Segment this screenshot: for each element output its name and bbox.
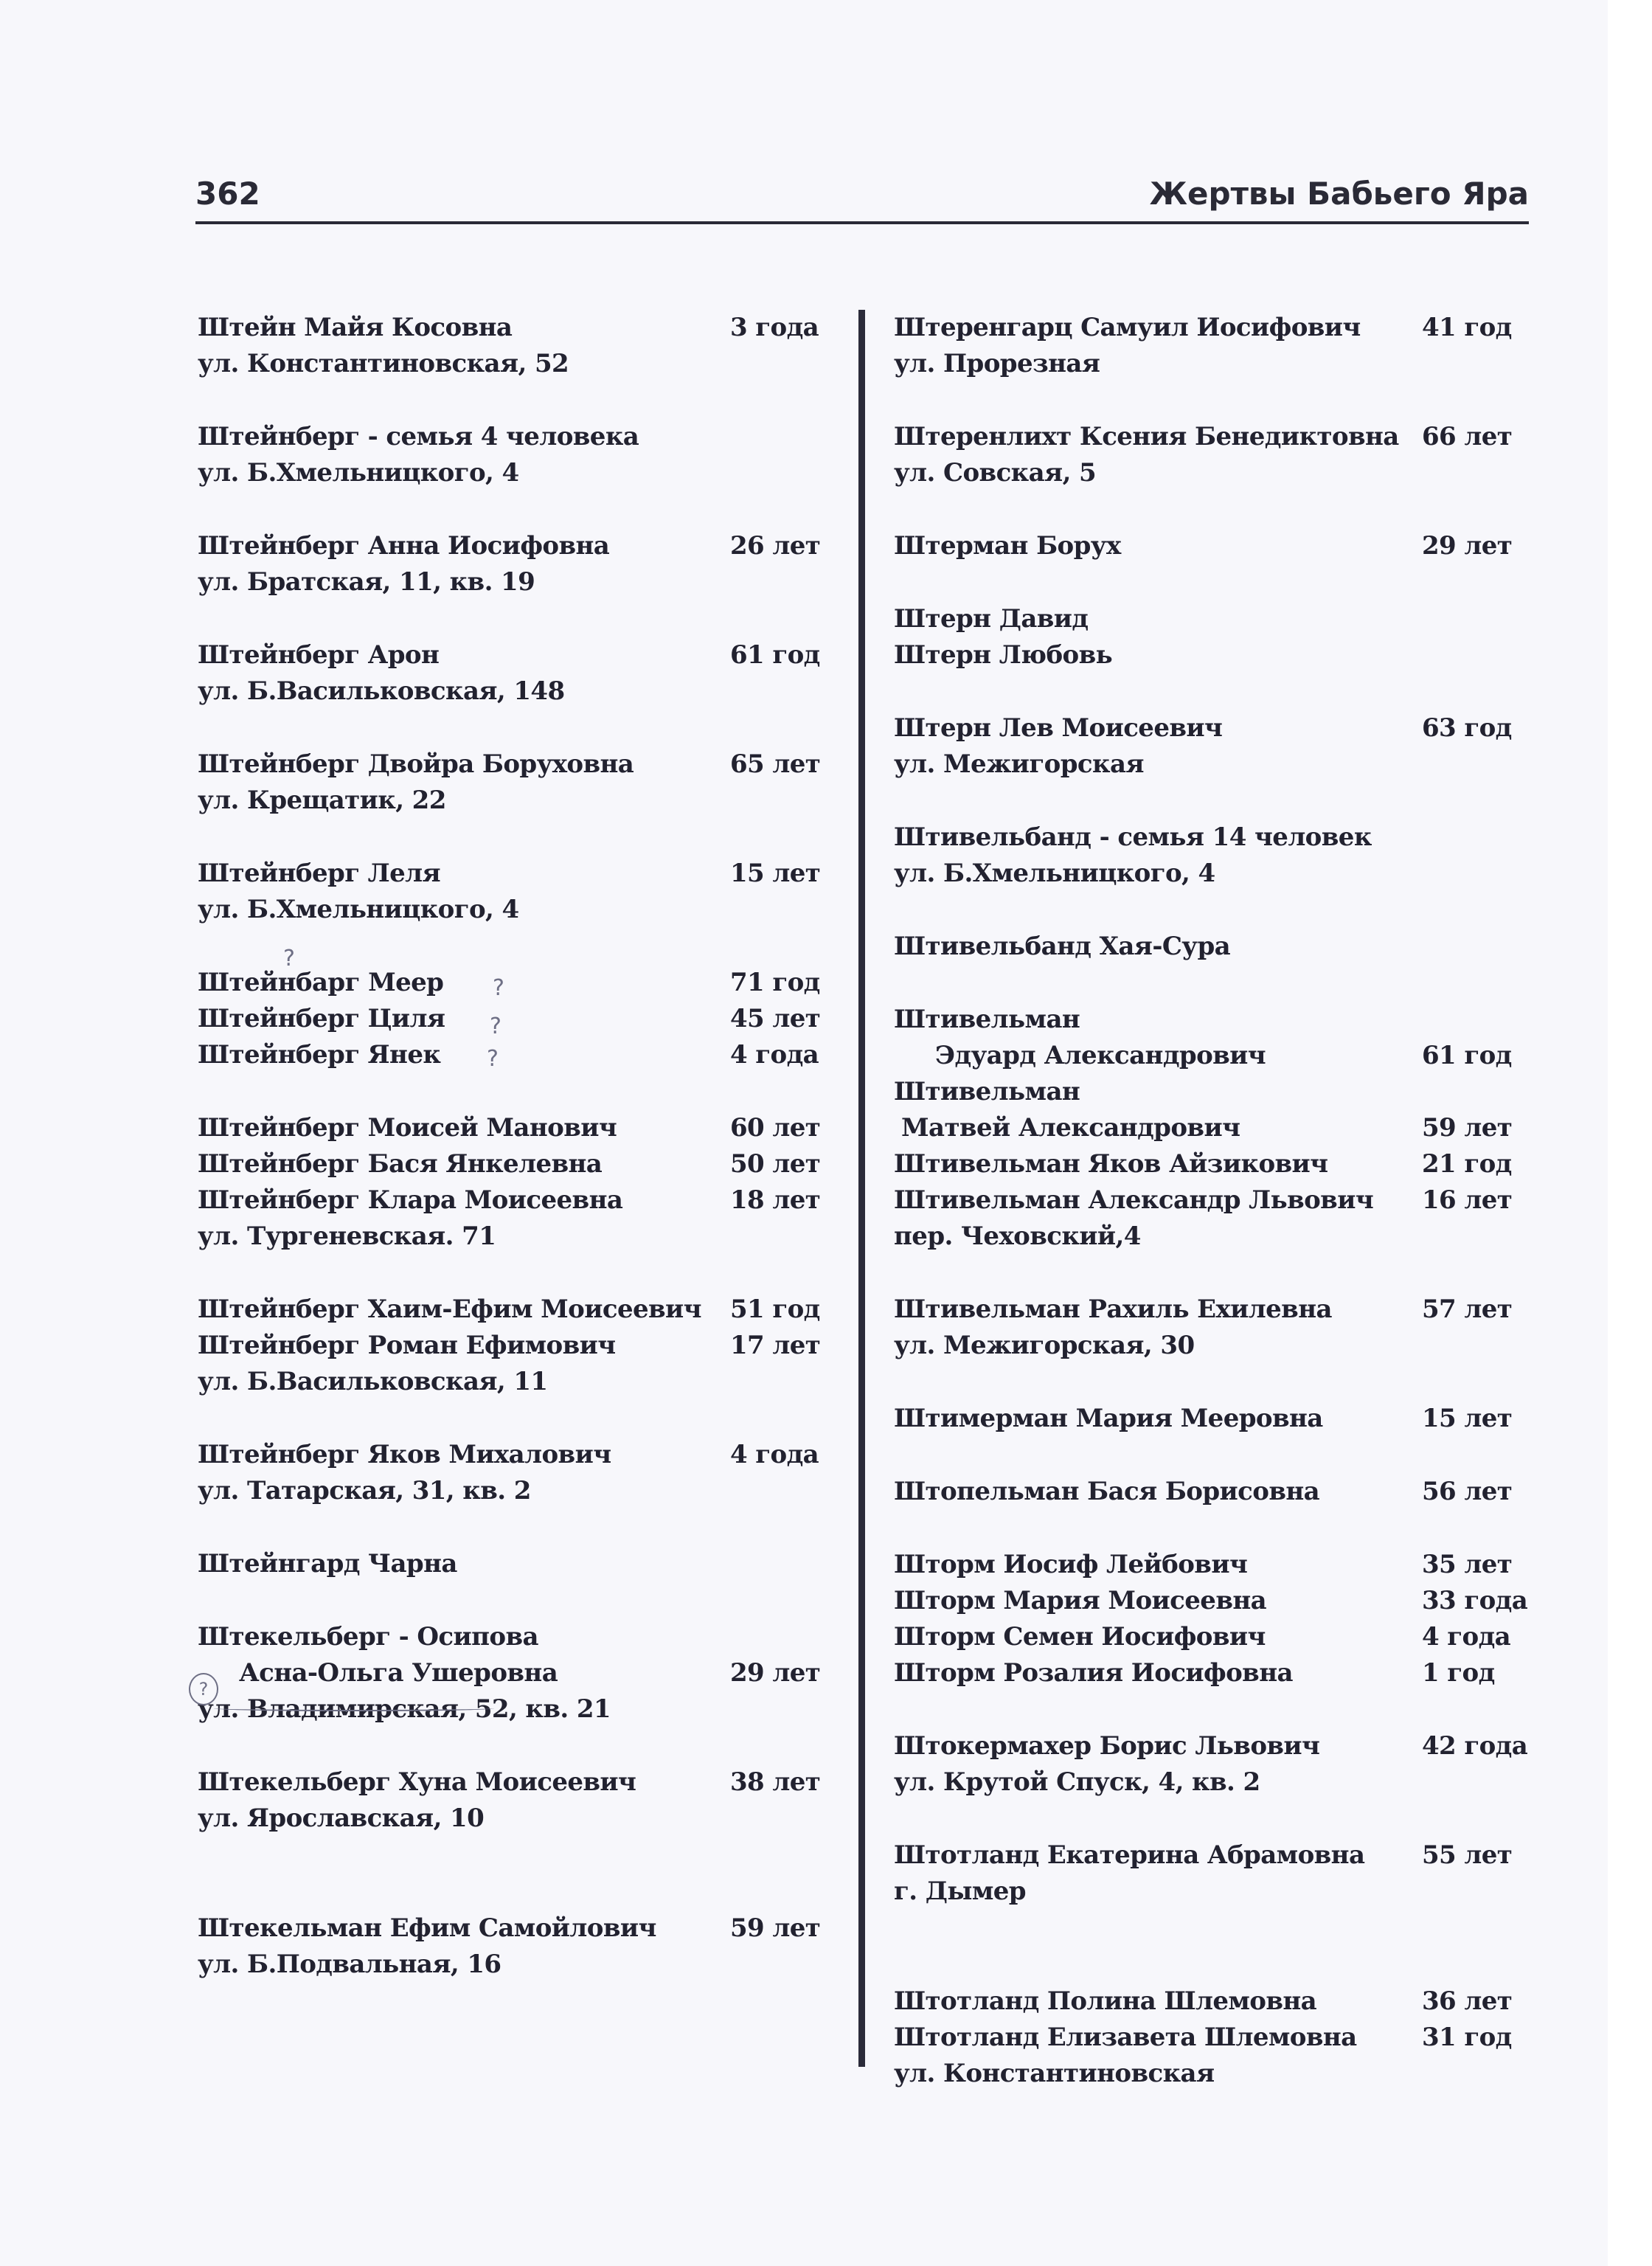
entry-age: 41 год bbox=[1422, 313, 1512, 342]
entry-line bbox=[894, 856, 1519, 892]
entry-text: Штивельман Яков Айзикович bbox=[894, 1149, 1328, 1179]
entry-gap bbox=[894, 1947, 1519, 1983]
entry-text: ул. Ярославская, 10 bbox=[198, 1804, 485, 1833]
entry-line bbox=[198, 637, 829, 673]
entry-age: 15 лет bbox=[730, 859, 821, 888]
entry-gap bbox=[198, 1728, 829, 1764]
entry-gap bbox=[198, 1582, 829, 1619]
entry-gap bbox=[894, 1801, 1519, 1837]
entry-line bbox=[894, 346, 1519, 382]
entry-text: Штивельман bbox=[894, 1005, 1080, 1034]
entry-age: 61 год bbox=[730, 640, 820, 670]
entry-text: Штотланд Полина Шлемовна bbox=[894, 1986, 1317, 2016]
entry-text: ул. Крещатик, 22 bbox=[198, 786, 446, 815]
left-column bbox=[198, 310, 829, 1983]
entry-age: 33 года bbox=[1422, 1586, 1528, 1615]
entry-text: Штейнберг Леля bbox=[198, 859, 441, 888]
entry-age: 3 года bbox=[730, 313, 819, 342]
entry-age: 60 лет bbox=[730, 1113, 821, 1143]
entry-text: Штивельбанд Хая-Сура bbox=[894, 932, 1231, 961]
entry-line bbox=[894, 2020, 1519, 2056]
entry-text: Штекельман Ефим Самойлович bbox=[198, 1913, 656, 1943]
entry-gap bbox=[198, 491, 829, 528]
entry-line bbox=[198, 346, 829, 382]
entry-line bbox=[198, 1764, 829, 1801]
entry-age: 36 лет bbox=[1422, 1986, 1513, 2016]
entry-line bbox=[198, 1110, 829, 1146]
entry-gap bbox=[198, 819, 829, 856]
entry-text: Штеренлихт Ксения Бенедиктовна bbox=[894, 422, 1399, 451]
entry-gap bbox=[894, 892, 1519, 929]
entry-age: 29 лет bbox=[1422, 531, 1513, 561]
entry-gap bbox=[894, 491, 1519, 528]
entry-line bbox=[198, 1182, 829, 1219]
entry-text: ул. Тургеневская. 71 bbox=[198, 1222, 496, 1251]
running-title: Жертвы Бабьего Яра bbox=[1149, 176, 1529, 212]
entry-text: Штивельман Рахиль Ехилевна bbox=[894, 1295, 1332, 1324]
entry-gap bbox=[198, 1073, 829, 1110]
entry-line bbox=[198, 783, 829, 819]
entry-line bbox=[198, 1364, 829, 1400]
page-header bbox=[195, 176, 1529, 224]
entry-line bbox=[198, 1473, 829, 1509]
entry-age: 59 лет bbox=[1422, 1113, 1513, 1143]
entry-line bbox=[894, 1219, 1519, 1255]
entry-text: Асна-Ольга Ушеровна bbox=[239, 1658, 558, 1688]
entry-age: 57 лет bbox=[1422, 1295, 1513, 1324]
entry-text: Шторм Розалия Иосифовна bbox=[894, 1658, 1293, 1688]
entry-line bbox=[894, 1728, 1528, 1764]
entry-age: 18 лет bbox=[730, 1185, 821, 1215]
entry-line bbox=[894, 710, 1519, 746]
entry-text: Штейнбарг Меер bbox=[198, 968, 444, 997]
entry-gap bbox=[198, 1255, 829, 1292]
entry-gap bbox=[894, 382, 1519, 419]
entry-text: Штейнберг Моисей Манович bbox=[198, 1113, 617, 1143]
entry-gap bbox=[198, 710, 829, 746]
entry-text: Штерн Любовь bbox=[894, 640, 1113, 670]
entry-age: 4 года bbox=[730, 1040, 819, 1070]
entry-line bbox=[894, 1002, 1519, 1038]
entry-age: 4 года bbox=[1422, 1622, 1511, 1652]
entry-age: 16 лет bbox=[1422, 1185, 1513, 1215]
entry-text: ул. Б.Хмельницкого, 4 bbox=[894, 859, 1215, 888]
entry-gap bbox=[198, 1874, 829, 1910]
entry-text: Штотланд Елизавета Шлемовна bbox=[894, 2023, 1357, 2052]
right-column bbox=[894, 310, 1528, 2092]
entry-text: Штеренгарц Самуил Иосифович bbox=[894, 313, 1361, 342]
entry-age: 71 год bbox=[730, 968, 820, 997]
entry-text: ул. Б.Хмельницкого, 4 bbox=[198, 895, 519, 924]
scan-margin bbox=[1608, 0, 1652, 2266]
entry-line bbox=[894, 419, 1519, 455]
entry-line bbox=[198, 856, 829, 892]
entry-age: 45 лет bbox=[730, 1004, 821, 1033]
entry-line bbox=[198, 1619, 829, 1655]
entry-text: Матвей Александрович bbox=[901, 1113, 1240, 1143]
entry-line bbox=[894, 820, 1519, 856]
entry-text: Штотланд Екатерина Абрамовна bbox=[894, 1840, 1365, 1870]
entry-text: ул. Б.Хмельницкого, 4 bbox=[198, 458, 519, 488]
entry-line bbox=[198, 1037, 829, 1073]
entry-text: Штерн Лев Моисеевич bbox=[894, 713, 1223, 743]
entry-line bbox=[894, 310, 1519, 346]
pencil-question-mark: ? bbox=[487, 1046, 499, 1072]
entry-text: Шторм Мария Моисеевна bbox=[894, 1586, 1267, 1615]
entry-line bbox=[894, 2056, 1519, 2092]
entry-line bbox=[198, 673, 829, 710]
entry-text: Штейнберг Клара Моисеевна bbox=[198, 1185, 623, 1215]
entry-text: пер. Чеховский,4 bbox=[894, 1222, 1141, 1251]
entry-line bbox=[198, 1001, 829, 1037]
entry-gap bbox=[198, 600, 829, 637]
entry-text: Штейнберг Двойра Боруховна bbox=[198, 749, 634, 779]
entry-text: ул. Константиновская, 52 bbox=[198, 349, 569, 378]
entry-line bbox=[198, 1546, 829, 1582]
entry-text: ул. Константиновская bbox=[894, 2059, 1215, 2088]
entry-line bbox=[198, 1910, 829, 1947]
entry-text: Штейнберг Циля bbox=[198, 1004, 445, 1033]
entry-line bbox=[894, 1583, 1528, 1619]
entry-age: 38 лет bbox=[730, 1767, 821, 1797]
entry-text: Штейнберг Янек bbox=[198, 1040, 441, 1070]
entry-text: ул. Прорезная bbox=[894, 349, 1100, 378]
entry-gap bbox=[894, 673, 1519, 710]
entry-line bbox=[894, 1038, 1519, 1074]
entry-age: 55 лет bbox=[1422, 1840, 1513, 1870]
entry-gap bbox=[894, 1910, 1519, 1947]
entry-text: Штивельбанд - семья 14 человек bbox=[894, 822, 1372, 852]
entry-text: Штейнберг Арон bbox=[198, 640, 440, 670]
entry-text: Штерман Борух bbox=[894, 531, 1121, 561]
entry-text: Штейнберг Роман Ефимович bbox=[198, 1331, 616, 1360]
entry-age: 17 лет bbox=[730, 1331, 821, 1360]
entry-age: 4 года bbox=[730, 1440, 819, 1469]
entry-text: Штейнберг Анна Иосифовна bbox=[198, 531, 610, 561]
entry-text: Штейн Майя Косовна bbox=[198, 313, 513, 342]
entry-age: 15 лет bbox=[1422, 1404, 1513, 1433]
entry-text: Штопельман Бася Борисовна bbox=[894, 1477, 1320, 1506]
entry-line bbox=[198, 892, 829, 928]
entry-age: 61 год bbox=[1422, 1041, 1512, 1070]
entry-line bbox=[894, 1764, 1519, 1801]
entry-text: Шторм Семен Иосифович bbox=[894, 1622, 1266, 1652]
entry-age: 1 год bbox=[1422, 1658, 1495, 1688]
entry-line bbox=[894, 1292, 1519, 1328]
entry-gap bbox=[198, 1509, 829, 1546]
entry-line bbox=[894, 929, 1519, 965]
entry-line bbox=[198, 455, 829, 491]
entry-gap bbox=[894, 965, 1519, 1002]
entry-gap bbox=[894, 1255, 1519, 1292]
entry-age: 56 лет bbox=[1422, 1477, 1513, 1506]
column-divider bbox=[858, 310, 865, 2067]
entry-text: ул. Межигорская bbox=[894, 749, 1144, 779]
entry-line bbox=[198, 1328, 829, 1364]
entry-age: 63 год bbox=[1422, 713, 1512, 743]
entry-age: 42 года bbox=[1422, 1731, 1528, 1761]
entry-text: Штекельберг - Осипова bbox=[198, 1622, 538, 1652]
entry-line bbox=[894, 1146, 1519, 1182]
entry-line bbox=[894, 746, 1519, 783]
entry-age: 21 год bbox=[1422, 1149, 1512, 1179]
entry-text: ул. Межигорская, 30 bbox=[894, 1331, 1195, 1360]
pencil-circled-mark: ? bbox=[189, 1673, 218, 1705]
entry-line bbox=[894, 1619, 1519, 1655]
entry-line bbox=[894, 1401, 1519, 1437]
entry-line bbox=[198, 1947, 829, 1983]
entry-gap bbox=[198, 1837, 829, 1874]
entry-line bbox=[198, 564, 829, 600]
entry-text: ул. Братская, 11, кв. 19 bbox=[198, 567, 535, 597]
entry-text: Штивельман Александр Львович bbox=[894, 1185, 1374, 1215]
entry-gap bbox=[894, 1691, 1519, 1728]
entry-age: 66 лет bbox=[1422, 422, 1513, 451]
entry-age: 29 лет bbox=[730, 1658, 821, 1688]
entry-age: 35 лет bbox=[1422, 1550, 1513, 1579]
entry-line bbox=[198, 746, 829, 783]
entry-age: 26 лет bbox=[730, 531, 821, 561]
entry-line bbox=[198, 1437, 829, 1473]
entry-line bbox=[198, 1655, 829, 1691]
entry-text: ул. Б.Васильковская, 148 bbox=[198, 676, 565, 706]
entry-line bbox=[894, 1110, 1519, 1146]
entry-gap bbox=[198, 1400, 829, 1437]
entry-gap bbox=[198, 382, 829, 419]
entry-line bbox=[894, 1328, 1519, 1364]
pencil-question-mark: ? bbox=[493, 975, 504, 1001]
entry-gap bbox=[894, 783, 1519, 820]
entry-line bbox=[894, 601, 1519, 637]
entry-gap bbox=[894, 564, 1519, 601]
entry-text: ул. Совская, 5 bbox=[894, 458, 1097, 488]
entry-age: 31 год bbox=[1422, 2023, 1512, 2052]
entry-line bbox=[198, 528, 829, 564]
entry-text: г. Дымер bbox=[894, 1877, 1026, 1906]
entry-line bbox=[894, 1983, 1519, 2020]
entry-line bbox=[894, 1547, 1519, 1583]
entry-line bbox=[198, 310, 829, 346]
entry-line bbox=[894, 637, 1519, 673]
entry-line bbox=[894, 1874, 1519, 1910]
entry-text: Штейнгард Чарна bbox=[198, 1549, 457, 1579]
entry-text: Штейнберг - семья 4 человека bbox=[198, 422, 639, 451]
page-number: 362 bbox=[195, 176, 260, 212]
pencil-question-mark: ? bbox=[283, 946, 295, 971]
entry-line bbox=[894, 528, 1519, 564]
entry-gap bbox=[894, 1364, 1519, 1401]
entry-text: Штимерман Мария Мееровна bbox=[894, 1404, 1323, 1433]
entry-line bbox=[894, 1182, 1519, 1219]
entry-text: Штокермахер Борис Львович bbox=[894, 1731, 1320, 1761]
entry-line bbox=[198, 1146, 829, 1182]
entry-line bbox=[894, 455, 1519, 491]
entry-text: ул. Б.Подвальная, 16 bbox=[198, 1950, 502, 1979]
entry-age: 59 лет bbox=[730, 1913, 821, 1943]
entry-line bbox=[198, 1292, 829, 1328]
entry-text: ул. Татарская, 31, кв. 2 bbox=[198, 1476, 531, 1506]
entry-text: ул. Б.Васильковская, 11 bbox=[198, 1367, 548, 1396]
entry-text: Штерн Давид bbox=[894, 604, 1089, 634]
entry-gap bbox=[894, 1437, 1519, 1474]
entry-text: Штейнберг Яков Михалович bbox=[198, 1440, 611, 1469]
entry-text: Штейнберг Бася Янкелевна bbox=[198, 1149, 603, 1179]
entry-age: 50 лет bbox=[730, 1149, 821, 1179]
entry-text: Шторм Иосиф Лейбович bbox=[894, 1550, 1248, 1579]
entry-age: 65 лет bbox=[730, 749, 821, 779]
entry-text: Эдуард Александрович bbox=[935, 1041, 1266, 1070]
entry-text: Штейнберг Хаим-Ефим Моисеевич bbox=[198, 1295, 701, 1324]
entry-line bbox=[198, 419, 829, 455]
entry-text: Штекельберг Хуна Моисеевич bbox=[198, 1767, 636, 1797]
entry-text: Штивельман bbox=[894, 1077, 1080, 1106]
pencil-underline bbox=[214, 1705, 494, 1711]
entry-line bbox=[894, 1837, 1519, 1874]
entry-line bbox=[894, 1074, 1519, 1110]
entry-text: ул. Владимирская, 52, кв. 21 bbox=[198, 1694, 611, 1724]
entry-line bbox=[894, 1655, 1519, 1691]
entry-text: ул. Крутой Спуск, 4, кв. 2 bbox=[894, 1767, 1260, 1797]
entry-gap bbox=[894, 1510, 1519, 1547]
entry-line bbox=[198, 1801, 829, 1837]
entry-line bbox=[894, 1474, 1519, 1510]
entry-age: 51 год bbox=[730, 1295, 820, 1324]
entry-line bbox=[198, 1219, 829, 1255]
pencil-question-mark: ? bbox=[490, 1014, 502, 1039]
